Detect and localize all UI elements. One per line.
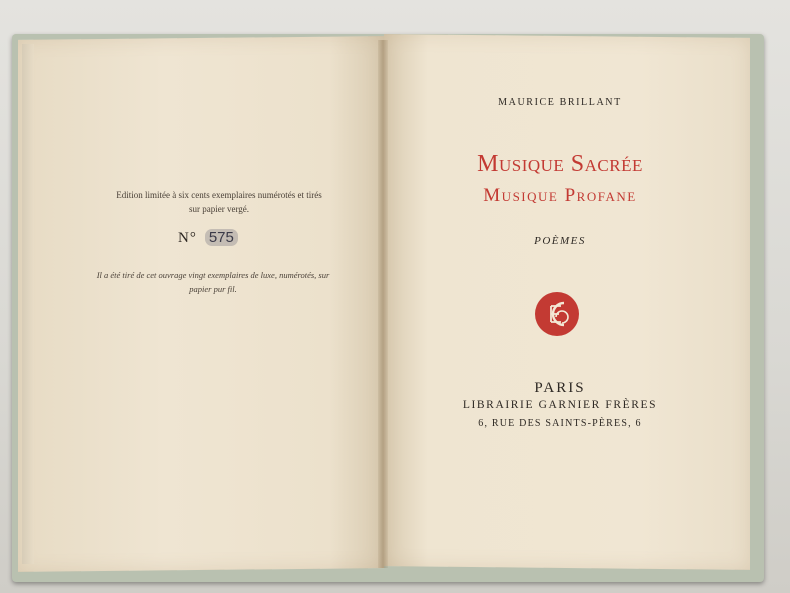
page-edge	[22, 44, 34, 564]
author-name: MAURICE BRILLANT	[498, 97, 622, 108]
publication-city: PARIS	[534, 380, 586, 396]
luxury-edition-text: Il a été tiré de cet ouvrage vingt exemplaires de luxe, numérotés, sur papier pur fil.	[96, 270, 330, 294]
title-line-2: Musique Profane	[483, 185, 637, 206]
publisher-monogram-icon	[534, 291, 580, 337]
edition-limit-text: Edition limitée à six cents exemplaires numérotés et tirés sur papier vergé.	[116, 190, 322, 214]
copy-number	[178, 229, 238, 247]
book-gutter	[378, 40, 388, 568]
title-line-1: Musique Sacrée	[477, 151, 643, 177]
number-label: N°	[178, 230, 197, 246]
publisher-name: LIBRAIRIE GARNIER FRÈRES	[462, 399, 658, 411]
left-page	[18, 36, 384, 572]
subtitle: POÈMES	[534, 235, 586, 247]
number-stamp: 575	[205, 229, 238, 246]
publisher-address: 6, RUE DES SAINTS-PÈRES, 6	[478, 418, 642, 429]
